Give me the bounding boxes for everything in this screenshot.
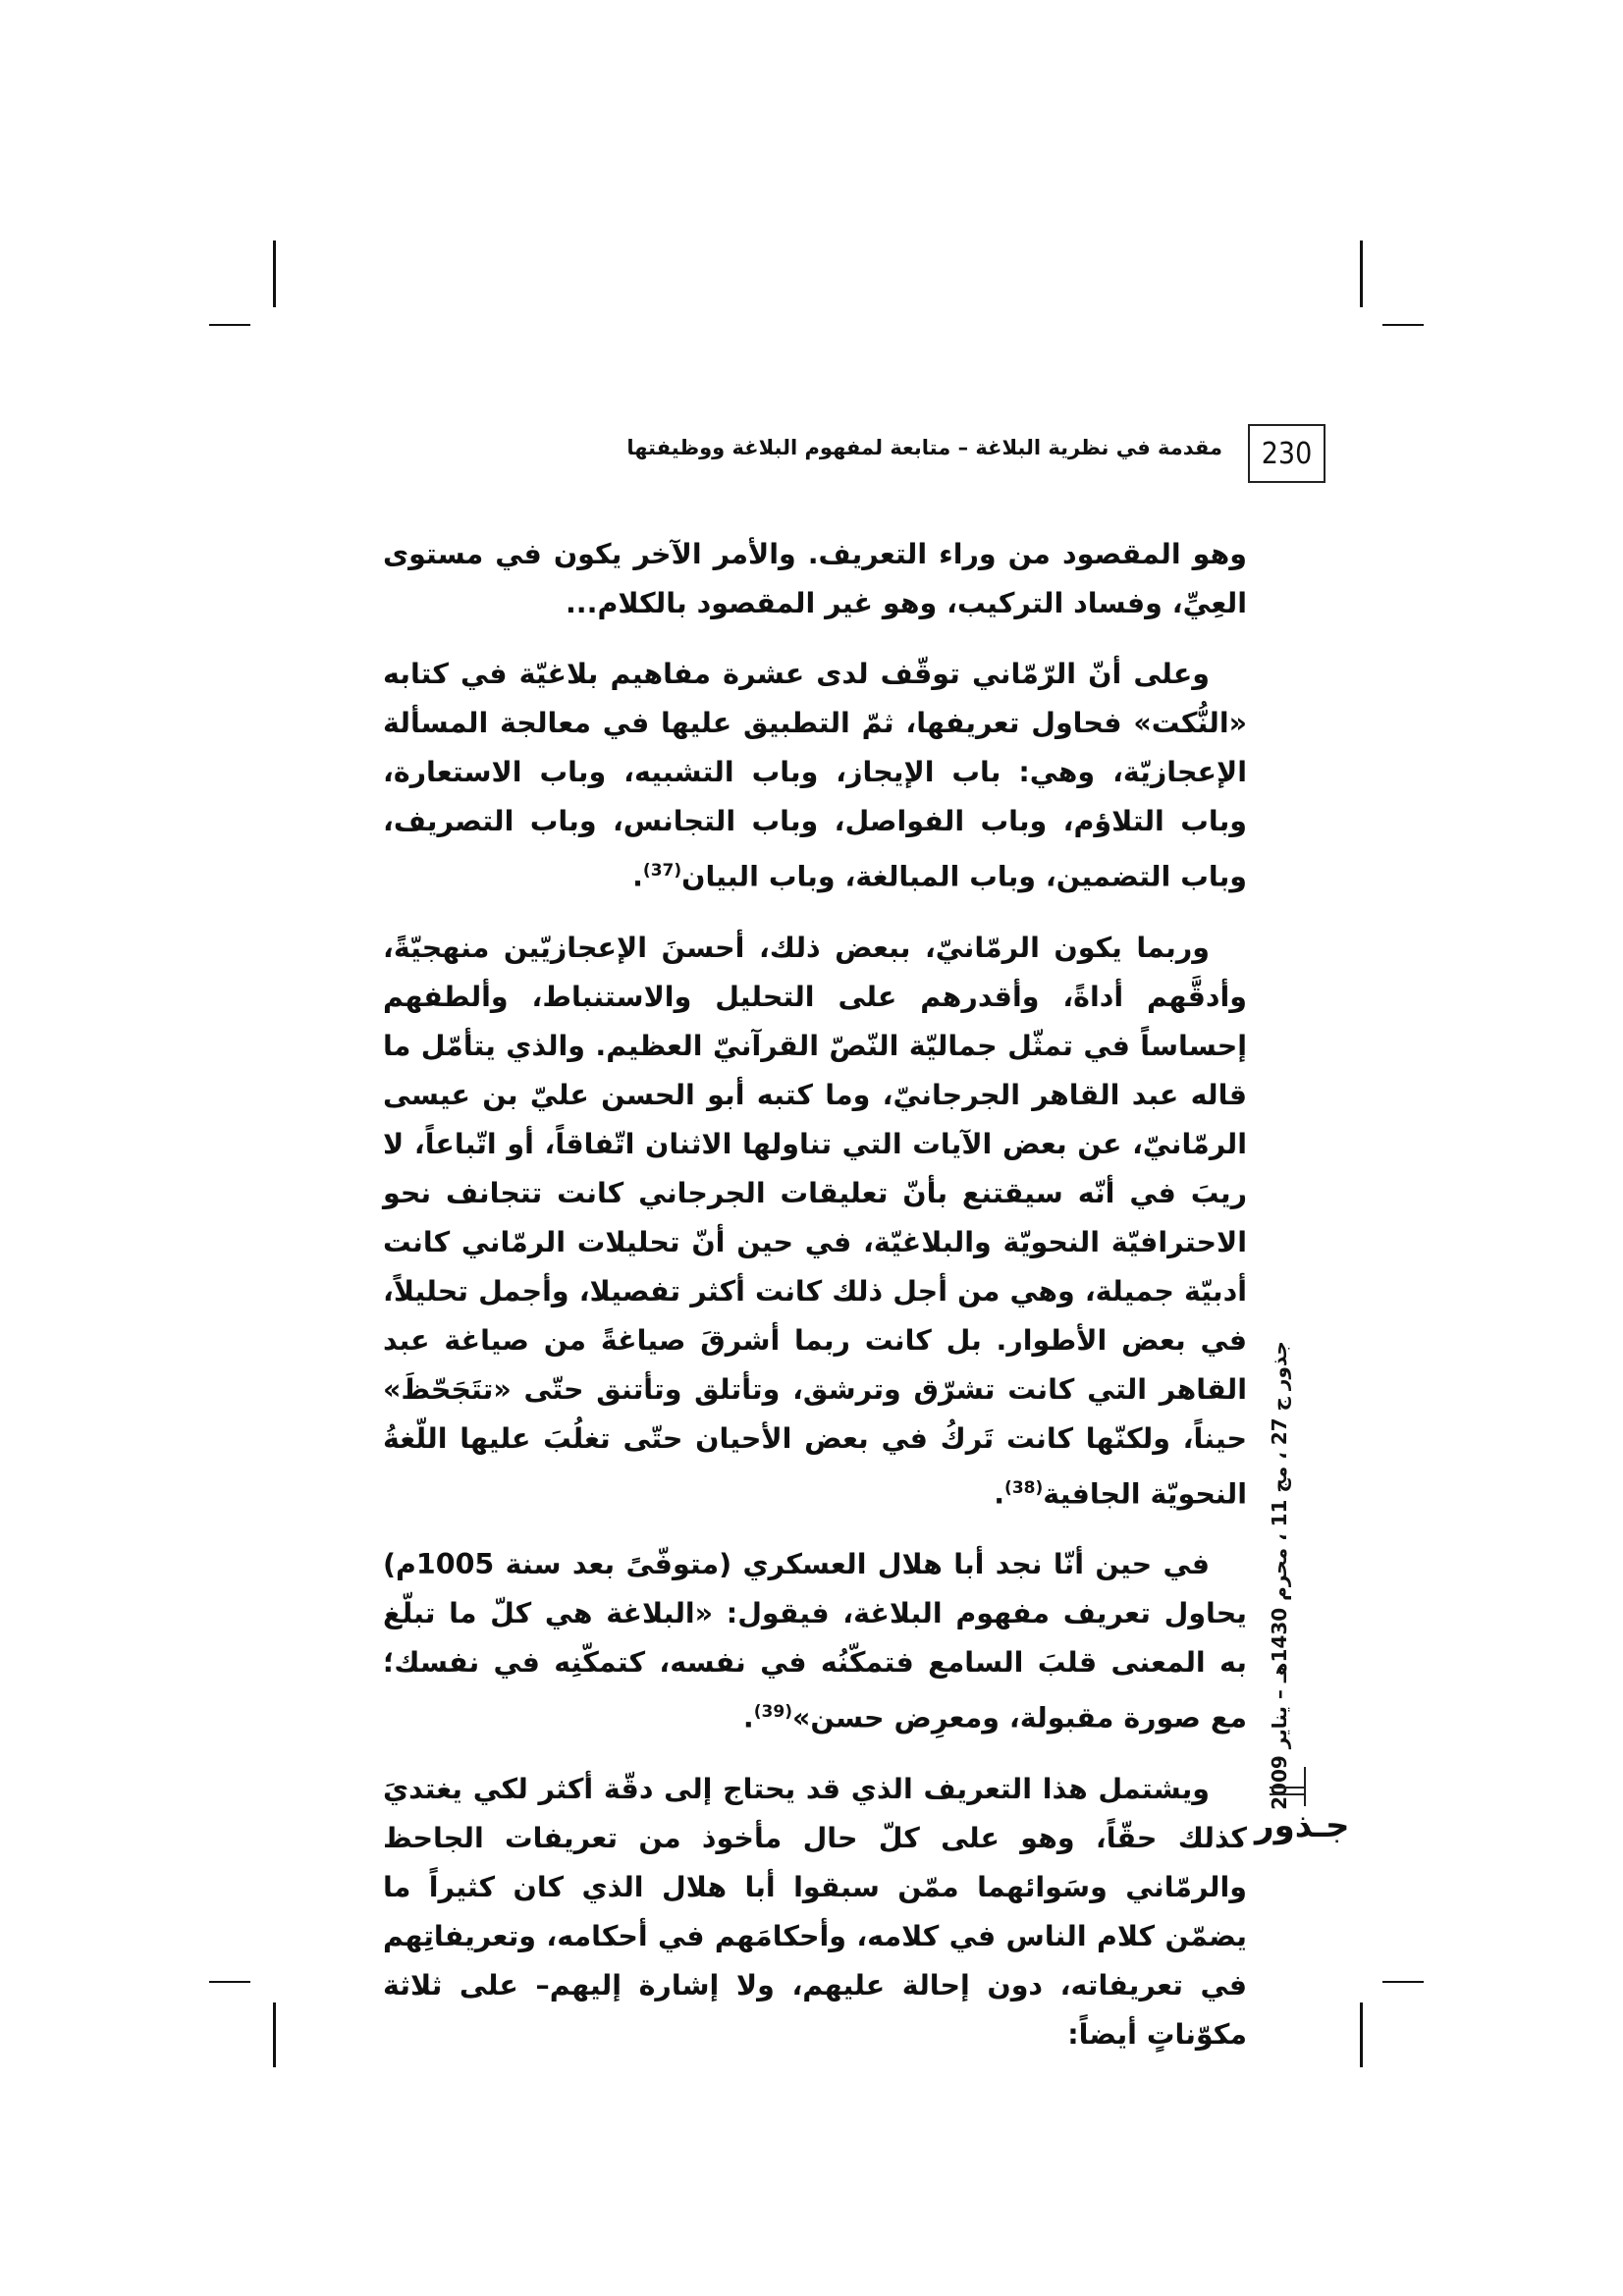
crop-mark — [209, 324, 250, 326]
crop-mark — [1360, 2002, 1363, 2067]
crop-mark — [273, 240, 276, 307]
journal-divider — [1270, 1787, 1305, 1795]
crop-mark — [273, 2002, 276, 2067]
crop-mark — [1360, 240, 1363, 307]
paragraph-tail: . — [632, 860, 643, 893]
paragraph-tail: . — [742, 1701, 754, 1735]
paragraph-text: وهو المقصود من وراء التعريف. والأمر الآخر يكون في مستوى العِيِّ، وفساد التركيب، وهو غير المقصود بالكلام... — [383, 538, 1247, 619]
journal-issue-info — [1265, 1341, 1294, 1810]
footnote-ref: (37) — [642, 861, 682, 881]
page-number: 230 — [1248, 424, 1325, 483]
journal-divider — [1304, 1767, 1306, 1806]
paragraph — [383, 1540, 1247, 1743]
crop-mark — [1382, 1981, 1424, 1983]
paragraph-text: وعلى أنّ الرّمّاني توقّف لدى عشرة مفاهيم بلاغيّة في كتابه «النُّكت» فحاول تعريفها، ثمّ التطبيق عليها في معالجة المسألة الإعجازيّة، وهي: باب الإيجاز، وباب التشبيه، وباب الاستعارة، وباب التلاؤم، وباب الفواصل، وباب التجانس، وباب التصريف، وباب التضمين، وباب المبالغة، وباب البيان — [383, 658, 1247, 893]
body-text — [383, 530, 1247, 2081]
paragraph-tail: . — [994, 1477, 1005, 1510]
journal-logo: جـذور — [1255, 1806, 1350, 1845]
paragraph — [383, 924, 1247, 1520]
paragraph — [383, 650, 1247, 902]
footnote-ref: (38) — [1004, 1477, 1044, 1498]
crop-mark — [1382, 324, 1424, 326]
journal-issue-text: جذور ج 27 ، مج 11 ، محرم 1430هـ – يناير 2009 — [1268, 1341, 1291, 1810]
paragraph — [383, 1765, 1247, 2059]
page-header — [626, 424, 1325, 483]
paragraph-text: ويشتمل هذا التعريف الذي قد يحتاج إلى دقّة أكثر لكي يغتديَ كذلك حقّاً، وهو على كلّ حال مأخوذ من تعريفات الجاحظ والرمّاني وسَوائهما ممّن سبقوا أبا هلال الذي كان كثيراً ما يضمّن كلام الناس في كلامه، وأحكامَهم في أحكامه، وتعريفاتِهم في تعريفاته، دون إحالة عليهم، ولا إشارة إليهم– على ثلاثة مكوّناتٍ أيضاً: — [383, 1772, 1247, 2051]
paragraph — [383, 530, 1247, 628]
paragraph-text: في حين أنّا نجد أبا هلال العسكري (متوفّىً بعد سنة 1005م) يحاول تعريف مفهوم البلاغة، فيقول: «البلاغة هي كلّ ما تبلّغ به المعنى قلبَ السامع فتمكّنُه في نفسه، كتمكّنِه في نفسك؛ مع صورة مقبولة، ومعرِض حسن» — [383, 1548, 1247, 1735]
crop-mark — [209, 1981, 250, 1983]
paragraph-text: وربما يكون الرمّانيّ، ببعض ذلك، أحسنَ الإعجازيّين منهجيّةً، وأدقَّهم أداةً، وأقدرهم على التحليل والاستنباط، وألطفهم إحساساً في تمثّل جماليّة النّصّ القرآنيّ العظيم. والذي يتأمّل ما قاله عبد القاهر الجرجانيّ، وما كتبه أبو الحسن عليّ بن عيسى الرمّانيّ، عن بعض الآيات التي تناولها الاثنان اتّفاقاً، أو اتّباعاً، لا ريبَ في أنّه سيقتنع بأنّ تعليقات الجرجاني كانت تتجانف نحو الاحترافيّة النحويّة والبلاغيّة، في حين أنّ تحليلات الرمّاني كانت أدبيّة جميلة، وهي من أجل ذلك كانت أكثر تفصيلا، وأجمل تحليلاً، في بعض الأطوار. بل كانت ربما أشرقَ صياغةً من صياغة عبد القاهر التي كانت تشرّق وترشق، وتأتلق وتأتنق حتّى «تتَجَحّظَ» حيناً، ولكنّها كانت تَركُ في بعض الأحيان حتّى تغلُبَ عليها اللّغةُ النحويّة الجافية — [383, 931, 1247, 1510]
running-title: مقدمة في نظرية البلاغة – متابعة لمفهوم البلاغة ووظيفتها — [626, 436, 1222, 459]
footnote-ref: (39) — [753, 1702, 792, 1722]
